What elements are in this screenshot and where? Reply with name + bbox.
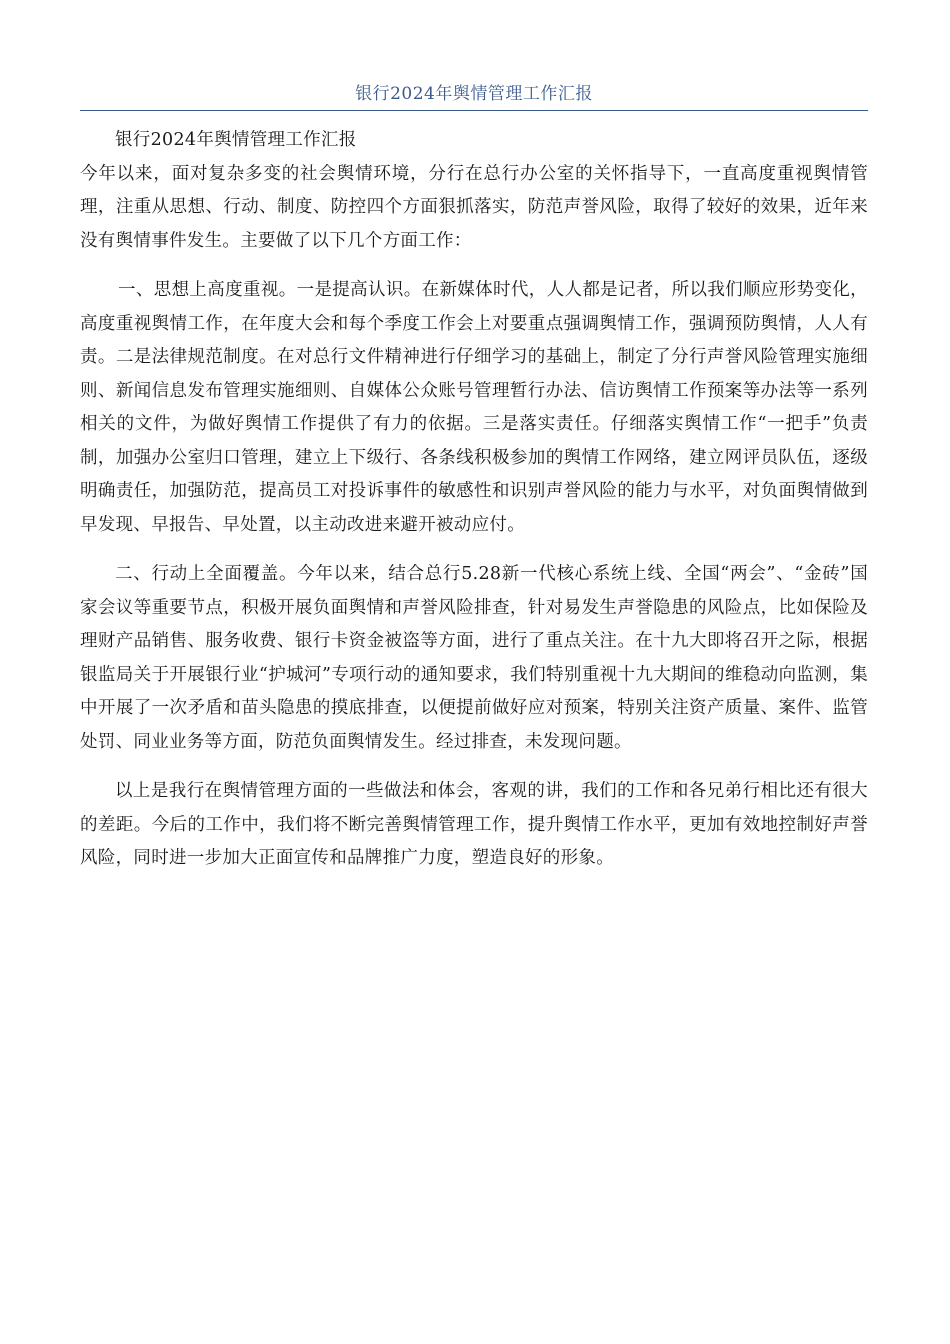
document-body: [80, 124, 868, 876]
section-two-paragraph: 二、行动上全面覆盖。今年以来，结合总行5.28新一代核心系统上线、全国“两会”、“金砖”国家会议等重要节点，积极开展负面舆情和声誉风险排查，针对易发生声誉隐患的风险点，比如保险及理财产品销售、服务收费、银行卡资金被盗等方面，进行了重点关注。在十九大即将召开之际，根据银监局关于开展银行业“护城河”专项行动的通知要求，我们特别重视十九大期间的维稳动向监测，集中开展了一次矛盾和苗头隐患的摸底排查，以便提前做好应对预案，特别关注资产质量、案件、监管处罚、同业业务等方面，防范负面舆情发生。经过排查，未发现问题。: [80, 564, 868, 752]
section-one-paragraph: 一、思想上高度重视。一是提高认识。在新媒体时代，人人都是记者，所以我们顺应形势变化，高度重视舆情工作，在年度大会和每个季度工作会上对要重点强调舆情工作，强调预防舆情，人人有责。二是法律规范制度。在对总行文件精神进行仔细学习的基础上，制定了分行声誉风险管理实施细则、新闻信息发布管理实施细则、自媒体公众账号管理暂行办法、信访舆情工作预案等办法等一系列相关的文件，为做好舆情工作提供了有力的依据。三是落实责任。仔细落实舆情工作“一把手”负责制，加强办公室归口管理，建立上下级行、各条线积极参加的舆情工作网络，建立网评员队伍，逐级明确责任，加强防范，提高员工对投诉事件的敏感性和识别声誉风险的能力与水平，对负面舆情做到早发现、早报告、早处置，以主动改进来避开被动应付。: [80, 280, 868, 535]
conclusion-paragraph: 以上是我行在舆情管理方面的一些做法和体会，客观的讲，我们的工作和各兄弟行相比还有很大的差距。今后的工作中，我们将不断完善舆情管理工作，提升舆情工作水平，更加有效地控制好声誉风险，同时进一步加大正面宣传和品牌推广力度，塑造良好的形象。: [80, 781, 868, 868]
page-header: [80, 80, 868, 111]
document-subtitle: 银行2024年舆情管理工作汇报: [115, 130, 357, 150]
intro-paragraph: 今年以来，面对复杂多变的社会舆情环境，分行在总行办公室的关怀指导下，一直高度重视舆情管理，注重从思想、行动、制度、防控四个方面狠抓落实，防范声誉风险，取得了较好的效果，近年来没有舆情事件发生。主要做了以下几个方面工作：: [80, 163, 868, 251]
header-title: 银行2024年舆情管理工作汇报: [355, 84, 593, 104]
